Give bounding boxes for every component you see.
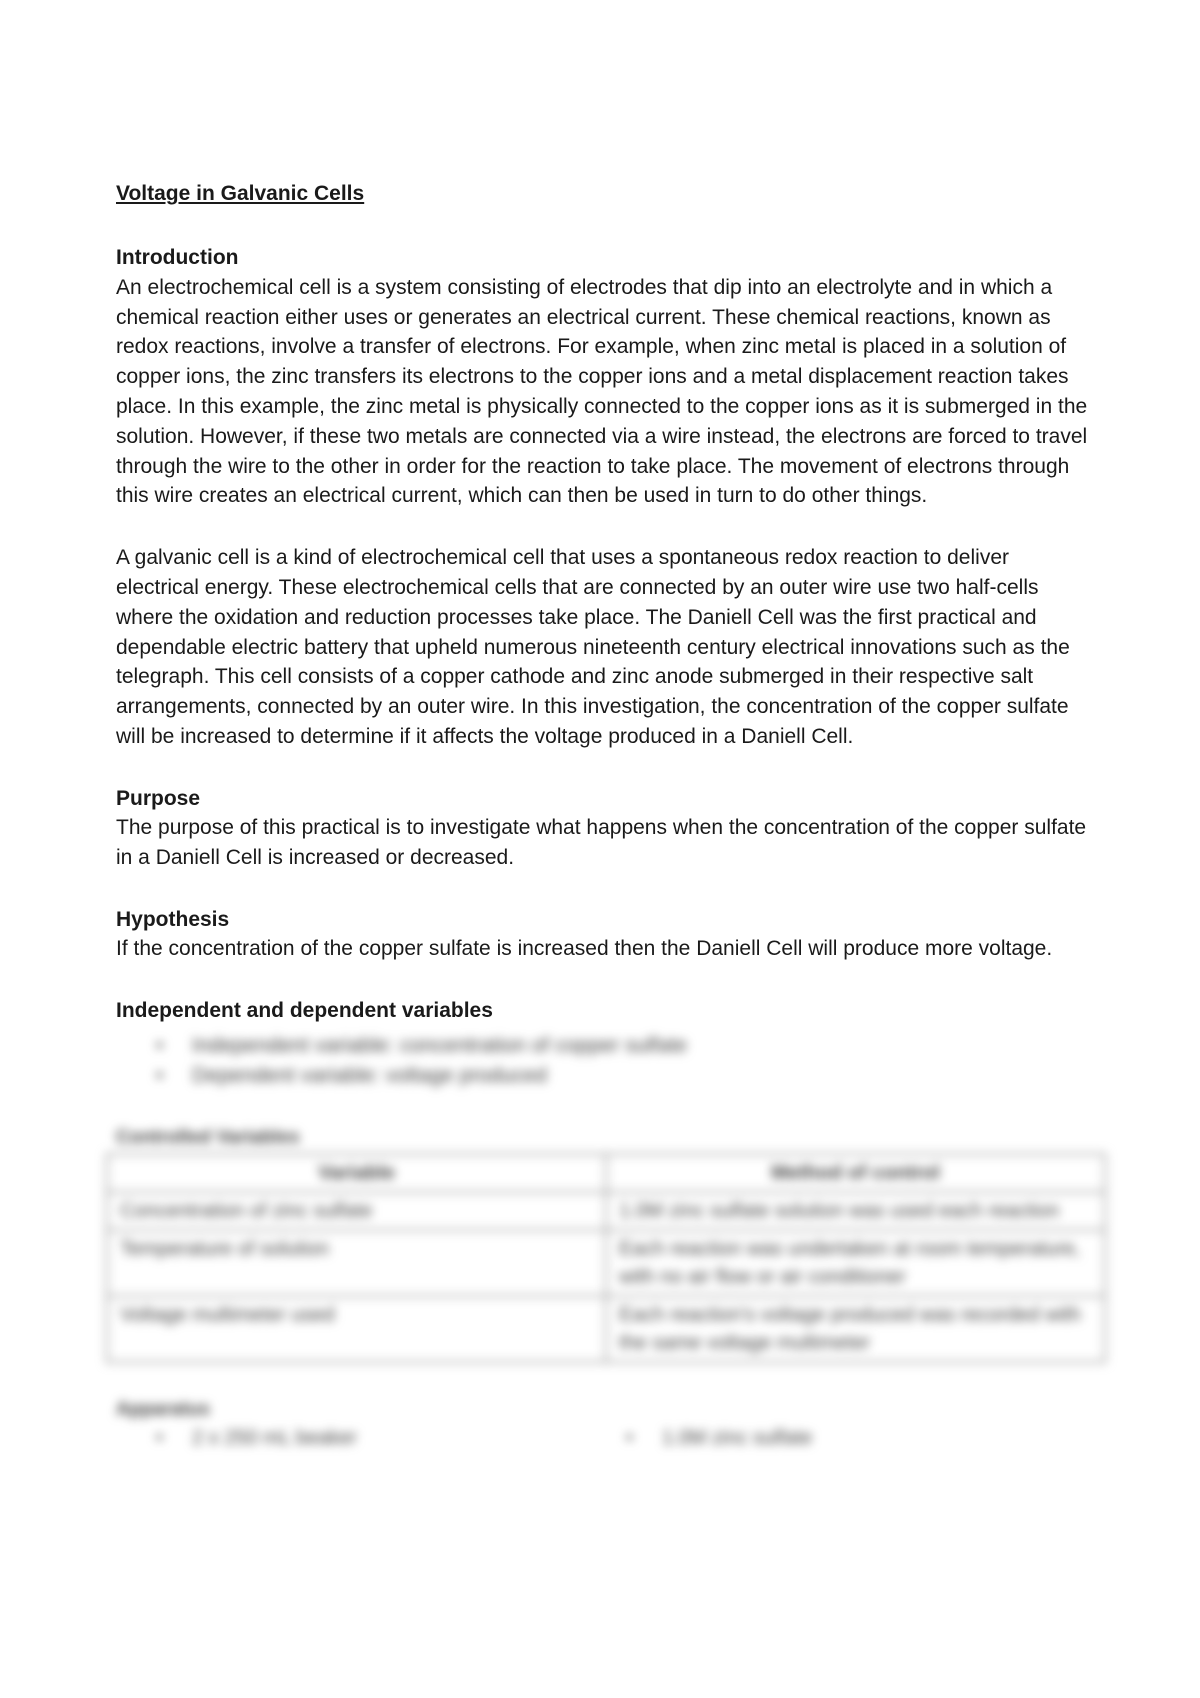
variables-list xyxy=(116,1031,1096,1091)
controlled-variables-heading: Controlled Variables xyxy=(116,1127,300,1149)
introduction-heading: Introduction xyxy=(116,246,239,270)
list-item: • 1.0M zinc sulfate xyxy=(626,1427,1096,1450)
table-cell: Each reaction was undertaken at room temperature, with no air flow or air conditioner xyxy=(606,1230,1105,1296)
table-cell: Voltage multimeter used xyxy=(107,1296,606,1362)
introduction-paragraph-1: An electrochemical cell is a system consisting of electrodes that dip into an electrolyte and in which a chemical reaction either uses or generates an electrical current. These chemical reactions, known as redox reactions, involve a transfer of electrons. For example, when zinc metal is placed in a solution of copper ions, the zinc transfers its electrons to the copper ions and a metal displacement reaction takes place. In this example, the zinc metal is physically connected to the copper ions as it is submerged in the solution. However, if these two metals are connected via a wire instead, the electrons are forced to travel through the wire to the other in order for the reaction to take place. The movement of electrons through this wire creates an electrical current, which can then be used in turn to do other things. xyxy=(116,275,1088,508)
document-page xyxy=(116,180,1096,1450)
variables-heading: Independent and dependent variables xyxy=(116,999,493,1023)
table-cell: Temperature of solution xyxy=(107,1230,606,1296)
hypothesis-text: If the concentration of the copper sulfate is increased then the Daniell Cell will produce more voltage. xyxy=(116,937,1053,961)
purpose-heading: Purpose xyxy=(116,786,201,810)
purpose-text: The purpose of this practical is to investigate what happens when the concentration of the copper sulfate in a Daniell Cell is increased or decreased. xyxy=(116,816,1087,870)
table-row xyxy=(107,1230,1105,1296)
table-header-cell: Method of control xyxy=(606,1154,1105,1192)
apparatus-list xyxy=(116,1427,1096,1450)
table-cell: Each reaction's voltage produced was recorded with the same voltage multimeter xyxy=(606,1296,1105,1362)
document-title: Voltage in Galvanic Cells xyxy=(116,182,365,205)
table-cell: 1.0M zinc sulfate solution was used each reaction xyxy=(606,1192,1105,1230)
controlled-variables-table xyxy=(106,1153,1106,1363)
table-cell: Concentration of zinc sulfate xyxy=(107,1192,606,1230)
introduction-paragraph-2: A galvanic cell is a kind of electrochemical cell that uses a spontaneous redox reaction to deliver electrical energy. These electrochemical cells that are connected by an outer wire use two half-cells where the oxidation and reduction processes take place. The Daniell Cell was the first practical and dependable electric battery that upheld numerous nineteenth century electrical innovations such as the telegraph. This cell consists of a copper cathode and zinc anode submerged in their respective salt arrangements, connected by an outer wire. In this investigation, the concentration of the copper sulfate will be increased to determine if it affects the voltage produced in a Daniell Cell. xyxy=(116,546,1070,749)
list-item: • Dependent variable: voltage produced xyxy=(156,1061,1096,1091)
hypothesis-heading: Hypothesis xyxy=(116,907,230,931)
table-header-cell: Variable xyxy=(107,1154,606,1192)
list-item: • Independent variable: concentration of copper sulfate xyxy=(156,1031,1096,1061)
blurred-preview-region xyxy=(116,1031,1096,1450)
apparatus-heading: Apparatus xyxy=(116,1399,210,1421)
table-row xyxy=(107,1192,1105,1230)
table-header-row xyxy=(107,1154,1105,1192)
list-item: • 2 x 250 mL beaker xyxy=(156,1427,626,1450)
table-row xyxy=(107,1296,1105,1362)
